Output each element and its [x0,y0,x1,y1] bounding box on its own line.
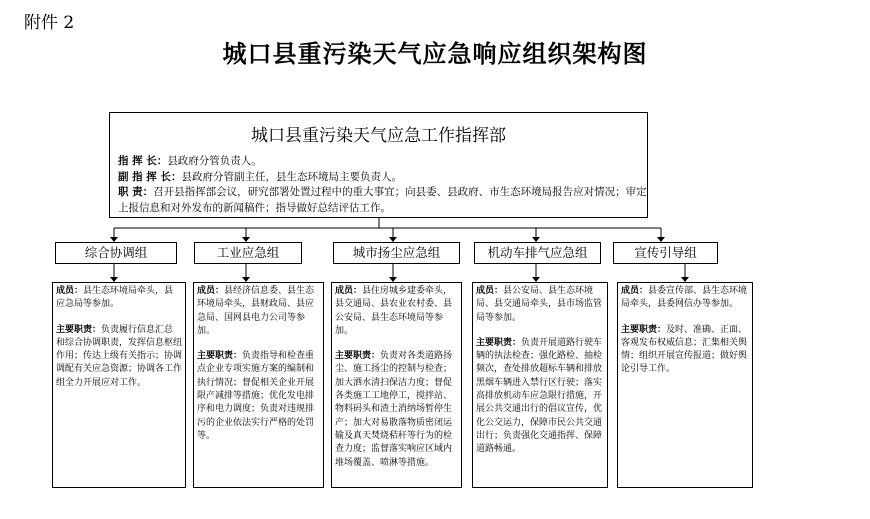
members-text [476,285,604,325]
members-value: 县住房城乡建委牵头，县交通局、县农业农村委、县公安局、县生态环境局等参加。 [335,286,453,336]
group-box-dust [331,282,462,488]
deputy-line [118,170,647,186]
group-box-vehicle [472,282,608,488]
duties-label: 主要职责： [197,351,243,362]
duties-text [335,350,458,470]
members-label: 成员： [476,286,504,296]
duties-text [621,324,749,377]
duties-text [197,350,320,443]
duties-value: 负责履行信息汇总和综合协调职责，发挥信息枢纽作用；传达上级有关指示；协调调配有关应急资源；协调各工作组全力开展应对工作。 [56,324,183,388]
group-box-coordination [52,282,186,488]
duties-label: 主要职责： [476,337,522,348]
attachment-label: 附件 2 [24,13,75,33]
members-value: 县委宣传部、县生态环境局牵头，县委网信办等参加。 [621,286,748,310]
members-text [56,285,182,312]
page-title: 城口县重污染天气应急响应组织架构图 [222,40,648,68]
members-text [621,285,749,312]
duties-text [56,324,182,390]
deputy-label: 副 指 挥 长： [118,170,182,183]
commander-label: 指 挥 长： [118,155,168,167]
duties-value: 负责对各类道路扬尘、施工扬尘的控制与检查；加大洒水清扫保洁力度；督促各类施工工地停工，搅拌站、物料码头和渣土消纳场暂停生产；加大对易散落物质密闭运输及真天焚烧秸秆等行为的检查力度；监督落实响应区域内堆场覆盖、喷淋等措施。 [335,351,453,468]
duties-value: 及时、准确、正面、客观发布权威信息；汇集相关舆情；组织开展宣传报道；做好舆论引导工作。 [621,324,748,375]
deputy-value: 县政府分管副主任，县生态环境局主要负责人。 [181,170,402,183]
group-header-coordination: 综合协调组 [55,242,177,264]
commander-value: 县政府分管负责人。 [167,155,262,167]
duties-text [476,337,604,457]
members-label: 成员： [335,286,363,296]
members-label: 成员： [197,286,225,296]
members-label: 成员： [56,286,84,296]
duties-value: 召开县指挥部会议，研究部署处置过程中的重大事宜；向县委、县政府、市生态环境局报告应对情况；审定上报信息和对外发布的新闻稿件；指导做好总结评估工作。 [118,186,647,214]
group-box-industry [193,282,324,488]
duties-label: 主要职责： [621,324,667,335]
duties-value: 负责开展道路行驶车辆的执法检查；强化路检、抽检频次，查处排放超标车辆和排放黑烟车辆进入禁行区行驶；落实高排放机动车应急限行措施，开展公共交通出行的倡议宣传，优化公交运力，保障市民公共交通出行；负责强化交通指挥、保障道路畅通。 [476,337,603,455]
members-value: 县生态环境局牵头，县应急局等参加。 [56,286,174,310]
group-header-vehicle: 机动车排气应急组 [474,242,601,264]
group-box-publicity [617,282,753,488]
duties-label: 主要职责： [335,351,381,362]
duties-value: 负责指导和检查重点企业专项实施方案的编制和执行情况；督促相关企业开展限产减排等措施；优化发电排序和电力调度；负责对违规排污的企业依法实行严格的处罚等。 [197,351,315,441]
group-header-industry: 工业应急组 [194,242,302,264]
headquarters-box [109,112,648,218]
group-header-dust: 城市扬尘应急组 [333,242,460,264]
members-text [197,285,320,338]
duties-label: 主要职责： [56,324,102,335]
members-value: 县经济信息委、县生态环境局牵头，县财政局、县应急局、国网县电力公司等参加。 [197,286,315,336]
members-text [335,285,458,338]
duties-label: 职 责： [118,186,154,198]
members-value: 县公安局、县生态环境局、县交通局牵头，县市场监管局等参加。 [476,286,603,323]
headquarters-title: 城口县重污染天气应急工作指挥部 [251,126,506,146]
duties-line [118,185,647,216]
commander-line [118,154,647,170]
group-header-publicity: 宣传引导组 [613,242,718,264]
members-label: 成员： [621,286,649,296]
